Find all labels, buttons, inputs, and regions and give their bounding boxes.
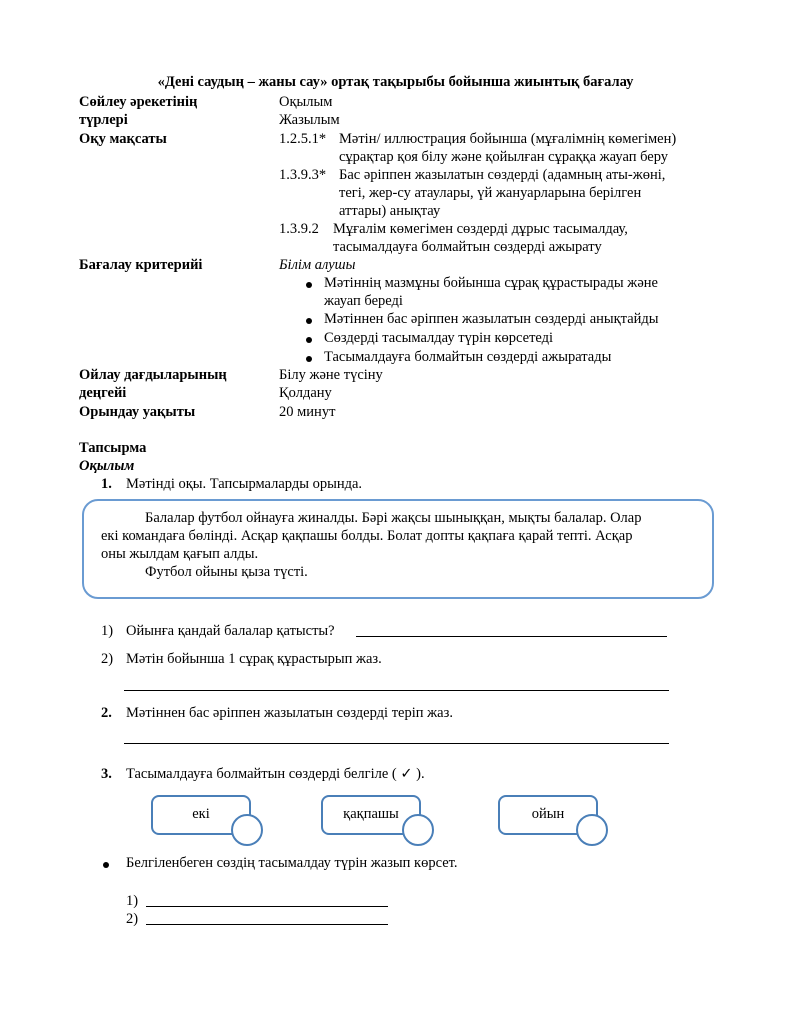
- page-title: «Дені саудың – жаны сау» ортақ тақырыбы бойынша жиынтық бағалау: [157, 74, 634, 90]
- answer-line[interactable]: [356, 636, 667, 637]
- subquestion-number: 1): [101, 623, 114, 639]
- instruction-text: Белгіленбеген сөздің тасымалдау түрін жазып көрсет.: [126, 855, 458, 871]
- thinking-skill-value: Қолдану: [279, 385, 332, 401]
- subquestion-text: Ойынға қандай балалар қатысты?: [126, 623, 335, 639]
- criterion-item: Сөздерді тасымалдау түрін көрсетеді: [324, 330, 554, 346]
- task-heading: Тапсырма: [79, 440, 147, 456]
- checkbox-circle[interactable]: [231, 814, 263, 846]
- time-label: Орындау уақыты: [79, 404, 196, 420]
- answer-number: 2): [126, 911, 139, 927]
- goal-text: Мұғалім көмегімен сөздерді дұрыс тасымалдау,: [333, 221, 628, 237]
- criterion-item: жауап береді: [324, 293, 403, 309]
- question-text: Мәтінді оқы. Тапсырмаларды орында.: [126, 476, 363, 492]
- goal-code: 1.3.9.2: [279, 221, 319, 237]
- bullet-icon: [306, 356, 312, 362]
- question-number: 1.: [101, 476, 112, 492]
- word-label: қақпашы: [343, 806, 399, 822]
- question-number: 2.: [101, 705, 112, 721]
- goal-text: Бас әріппен жазылатын сөздерді (адамның аты-жөні,: [339, 167, 666, 183]
- goal-text: сұрақтар қоя білу және қойылған сұраққа жауап беру: [339, 149, 669, 165]
- criterion-item: Мәтіннен бас әріппен жазылатын сөздерді анықтайды: [324, 311, 659, 327]
- subquestion-text: Мәтін бойынша 1 сұрақ құрастырып жаз.: [126, 651, 382, 667]
- goal-text: тегі, жер-су атаулары, үй жануарларына берілген: [339, 185, 642, 201]
- word-label: екі: [192, 806, 210, 822]
- bullet-icon: [306, 282, 312, 288]
- word-label: ойын: [531, 806, 565, 822]
- goal-text: Мәтін/ иллюстрация бойынша (мұғалімнің көмегімен): [339, 131, 677, 147]
- thinking-skill-value: Білу және түсіну: [279, 367, 383, 383]
- answer-line[interactable]: [146, 924, 388, 925]
- checkbox-circle[interactable]: [576, 814, 608, 846]
- bullet-icon: [306, 337, 312, 343]
- passage-line: Футбол ойыны қыза түсті.: [145, 564, 308, 580]
- thinking-skills-label-1: Ойлау дағдыларының: [79, 367, 227, 383]
- goal-text: аттары) анықтау: [339, 203, 441, 219]
- speech-types-label-2: түрлері: [79, 112, 128, 128]
- checkbox-circle[interactable]: [402, 814, 434, 846]
- question-text: Мәтіннен бас әріппен жазылатын сөздерді теріп жаз.: [126, 705, 453, 721]
- criteria-intro: Білім алушы: [279, 257, 356, 273]
- learning-goal-label: Оқу мақсаты: [79, 131, 167, 147]
- time-value: 20 минут: [279, 404, 336, 420]
- thinking-skills-label-2: деңгейі: [79, 385, 127, 401]
- goal-code: 1.2.5.1*: [279, 131, 327, 147]
- bullet-icon: [306, 318, 312, 324]
- task-subheading: Оқылым: [79, 458, 135, 474]
- passage-line: екі командаға бөлінді. Асқар қақпашы болды. Болат допты қақпаға қарай тепті. Асқар: [101, 528, 633, 544]
- passage-line: Балалар футбол ойнауға жиналды. Бәрі жақсы шыныққан, мықты балалар. Олар: [145, 510, 642, 526]
- answer-number: 1): [126, 893, 139, 909]
- speech-types-label-1: Сөйлеу әрекетінің: [79, 94, 198, 110]
- speech-type-reading: Оқылым: [279, 94, 333, 110]
- answer-line[interactable]: [146, 906, 388, 907]
- goal-text: тасымалдауға болмайтын сөздерді ажырату: [333, 239, 602, 255]
- goal-code: 1.3.9.3*: [279, 167, 327, 183]
- subquestion-number: 2): [101, 651, 114, 667]
- question-number: 3.: [101, 766, 112, 782]
- passage-line: оны жылдам қағып алды.: [101, 546, 259, 562]
- answer-line[interactable]: [124, 743, 669, 744]
- speech-type-writing: Жазылым: [279, 112, 340, 128]
- bullet-icon: [103, 862, 109, 868]
- question-text: Тасымалдауға болмайтын сөздерді белгіле ( ✓ ).: [126, 766, 425, 782]
- criterion-item: Мәтіннің мазмұны бойынша сұрақ құрастырады және: [324, 275, 658, 291]
- criterion-item: Тасымалдауға болмайтын сөздерді ажыратады: [324, 349, 612, 365]
- answer-line[interactable]: [124, 690, 669, 691]
- criteria-label: Бағалау критерийі: [79, 257, 203, 273]
